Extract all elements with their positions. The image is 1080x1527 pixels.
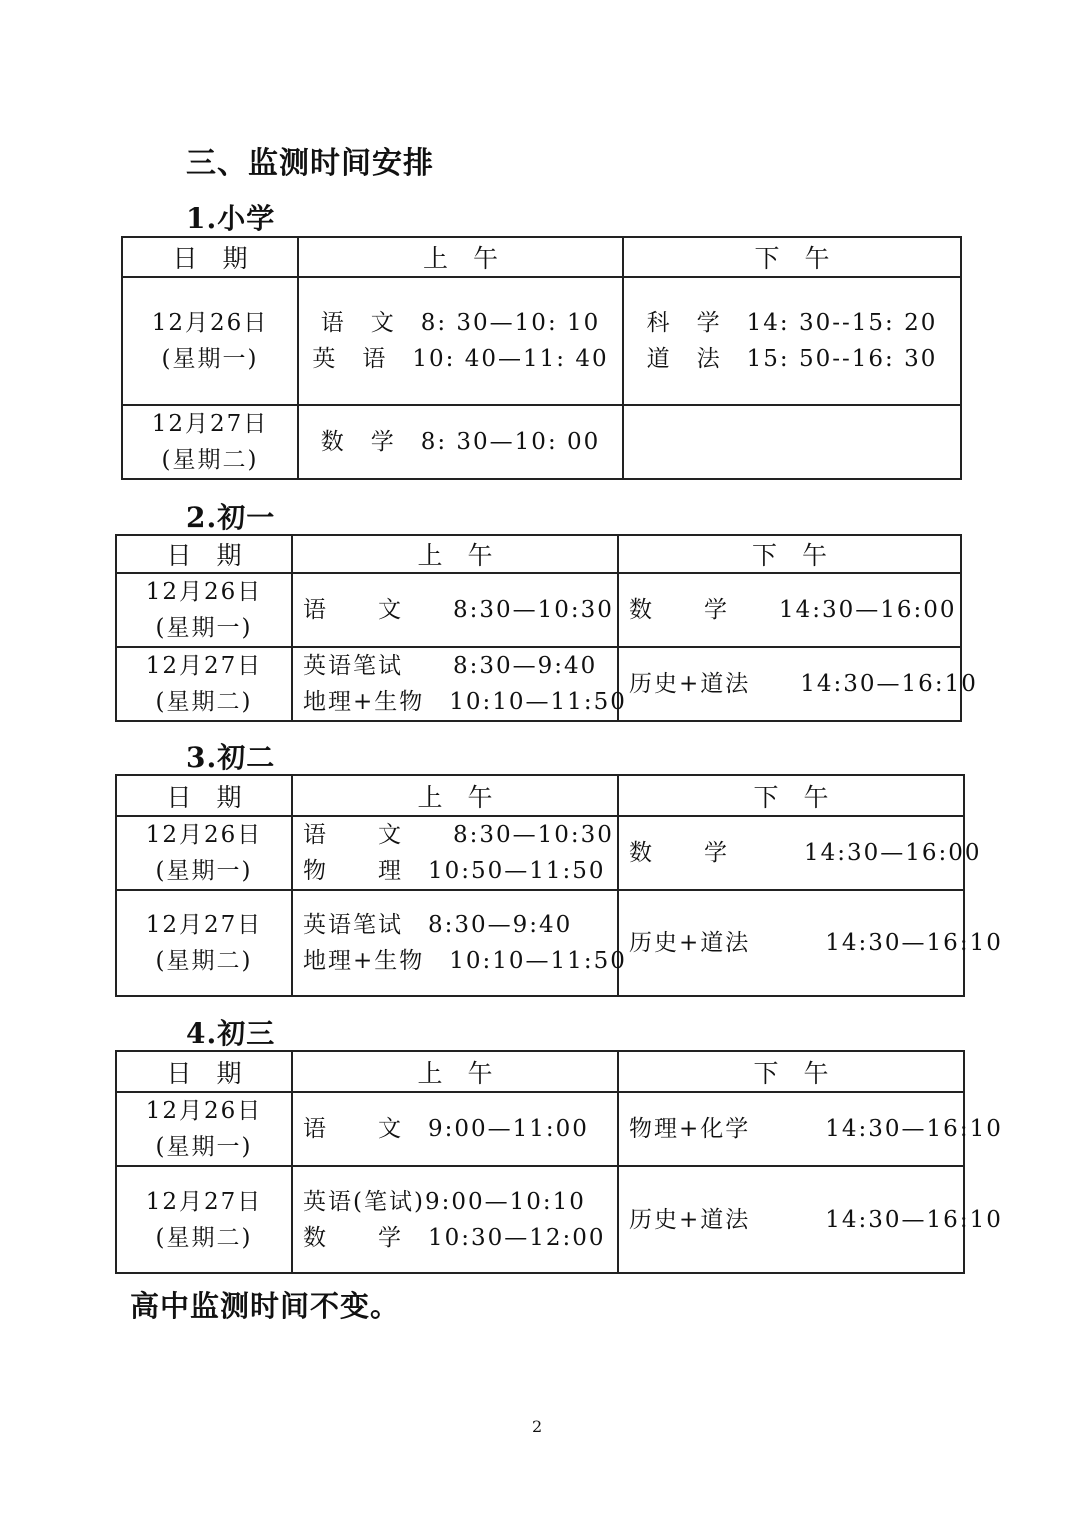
morning-cell (292, 816, 618, 890)
date-cell (122, 405, 298, 479)
morning-cell (292, 1166, 618, 1273)
date-cell (116, 647, 292, 721)
afternoon-cell-empty (623, 405, 961, 479)
table-row (116, 890, 964, 996)
afternoon-cell (618, 573, 961, 647)
morning-cell (292, 1092, 618, 1166)
exam-entry: 语 文 8:30—10:30 (303, 822, 614, 848)
exam-entry: 英语(笔试)9:00—10:10 (303, 1188, 586, 1215)
exam-entry: 英语笔试 8:30—9:40 (303, 653, 598, 679)
table-header-row (116, 535, 961, 573)
exam-entry: 语 文 8:30—10:30 (303, 597, 614, 623)
exam-entry: 科 学 14: 30--15: 20 (646, 310, 938, 336)
header-afternoon: 下 午 (623, 237, 961, 277)
date-cell (116, 1166, 292, 1273)
exam-entry: 物理+化学 14:30—16:10 (629, 1116, 1003, 1142)
schedule-table-primary (121, 236, 962, 480)
footer-note: 高中监测时间不变。 (130, 1289, 401, 1323)
table-row (122, 277, 961, 405)
exam-entry: 地理+生物 10:10—11:50 (303, 948, 627, 974)
exam-entry: 历史+道法 14:30—16:10 (629, 1206, 1003, 1233)
table-row (116, 647, 961, 721)
exam-entry: 历史+道法 14:30—16:10 (629, 671, 978, 697)
header-afternoon: 下 午 (618, 535, 961, 573)
exam-entry: 英语笔试 8:30—9:40 (303, 912, 573, 938)
header-morning: 上 午 (292, 1051, 618, 1092)
exam-entry: 历史+道法 14:30—16:10 (629, 930, 1003, 956)
table-row (116, 573, 961, 647)
table-header-row (122, 237, 961, 277)
date-cell (116, 1092, 292, 1166)
date-cell (122, 277, 298, 405)
date-cell (116, 573, 292, 647)
exam-entry: 数 学 8: 30—10: 00 (320, 429, 601, 455)
section-title-primary: 1.小学 (186, 202, 276, 235)
date-text: 12月27日 (151, 411, 269, 437)
exam-entry: 语 文 8: 30—10: 10 (320, 310, 601, 336)
weekday-text: (星期二) (155, 689, 253, 715)
schedule-table-grade8 (115, 774, 1003, 997)
exam-entry: 数 学 10:30—12:00 (303, 1224, 606, 1251)
morning-cell (292, 890, 627, 996)
exam-entry: 物 理 10:50—11:50 (303, 858, 606, 884)
header-date: 日 期 (122, 237, 298, 277)
afternoon-cell (623, 277, 961, 405)
morning-cell (298, 405, 623, 479)
date-cell (116, 890, 292, 996)
weekday-text: (星期一) (155, 858, 253, 884)
section-title-grade8: 3.初二 (186, 741, 276, 774)
exam-entry: 英 语 10: 40—11: 40 (312, 346, 609, 372)
table-row (116, 1092, 964, 1166)
table-row (116, 1166, 964, 1273)
section-title-grade7: 2.初一 (186, 501, 276, 534)
afternoon-cell (618, 647, 978, 721)
date-text: 12月26日 (151, 310, 269, 336)
weekday-text: (星期一) (155, 615, 253, 641)
morning-cell (292, 573, 618, 647)
section-heading: 三、监测时间安排 (186, 146, 434, 181)
exam-entry: 语 文 9:00—11:00 (303, 1116, 589, 1142)
weekday-text: (星期二) (155, 1224, 253, 1251)
header-afternoon: 下 午 (618, 1051, 964, 1092)
weekday-text: (星期二) (155, 948, 253, 974)
table-row (122, 405, 961, 479)
afternoon-cell (618, 1092, 1003, 1166)
date-text: 12月26日 (145, 579, 263, 605)
afternoon-cell (618, 890, 1003, 996)
table-header-row (116, 775, 964, 816)
header-morning: 上 午 (298, 237, 623, 277)
exam-entry: 道 法 15: 50--16: 30 (646, 346, 938, 372)
header-afternoon: 下 午 (618, 775, 964, 816)
weekday-text: (星期一) (161, 346, 259, 372)
header-date: 日 期 (116, 1051, 292, 1092)
schedule-table-grade9 (115, 1050, 1003, 1274)
date-text: 12月27日 (145, 653, 263, 679)
weekday-text: (星期二) (161, 447, 259, 473)
exam-entry: 地理+生物 10:10—11:50 (303, 689, 627, 715)
date-text: 12月26日 (145, 822, 263, 848)
morning-cell (292, 647, 627, 721)
afternoon-cell (618, 1166, 1003, 1273)
header-date: 日 期 (116, 775, 292, 816)
date-text: 12月27日 (145, 1188, 263, 1215)
schedule-table-grade7 (115, 534, 978, 722)
exam-entry: 数 学 14:30—16:00 (629, 840, 982, 866)
section-title-grade9: 4.初三 (186, 1017, 276, 1050)
afternoon-cell (618, 816, 982, 890)
header-date: 日 期 (116, 535, 292, 573)
table-header-row (116, 1051, 964, 1092)
date-text: 12月27日 (145, 912, 263, 938)
table-row (116, 816, 964, 890)
header-morning: 上 午 (292, 775, 618, 816)
exam-entry: 数 学 14:30—16:00 (629, 597, 957, 623)
date-text: 12月26日 (145, 1098, 263, 1124)
weekday-text: (星期一) (155, 1134, 253, 1160)
date-cell (116, 816, 292, 890)
page-number: 2 (532, 1417, 543, 1436)
morning-cell (298, 277, 623, 405)
header-morning: 上 午 (292, 535, 618, 573)
